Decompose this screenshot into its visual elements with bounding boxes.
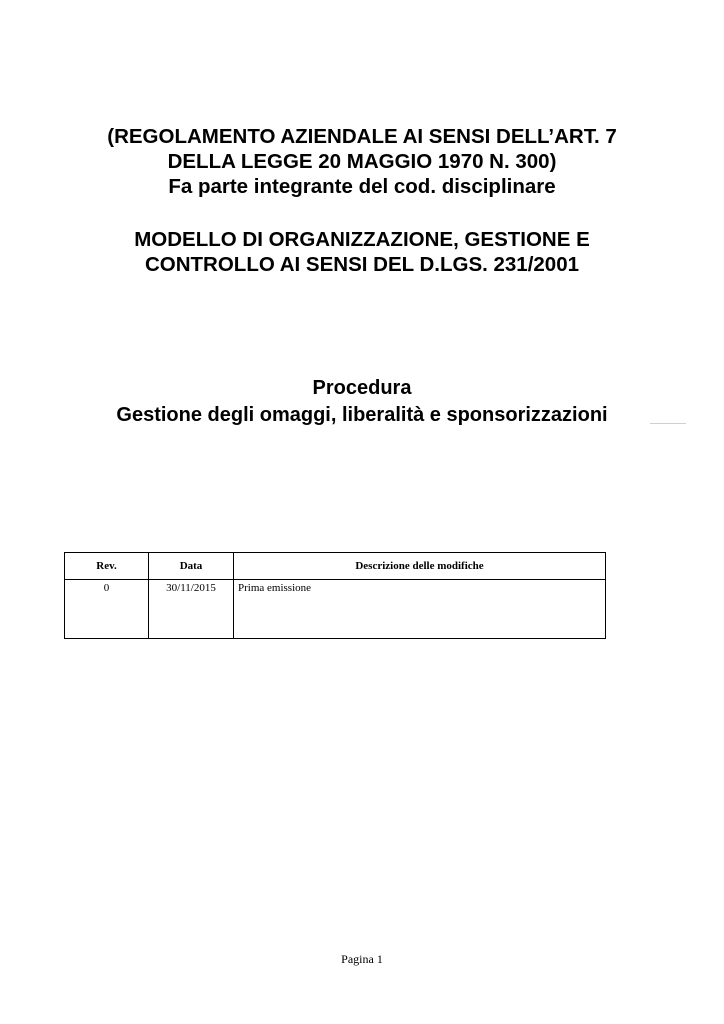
- column-header-rev: Rev.: [65, 553, 149, 580]
- cell-description: Prima emissione: [234, 580, 606, 639]
- table-header-row: [65, 553, 606, 580]
- revision-table: [64, 552, 606, 639]
- decorative-line: [650, 423, 686, 424]
- regulation-line: (REGOLAMENTO AZIENDALE AI SENSI DELL’ART. 7: [107, 125, 617, 148]
- regulation-line: Fa parte integrante del cod. disciplinare: [168, 175, 556, 198]
- regulation-heading: [0, 124, 724, 199]
- procedure-title: Gestione degli omaggi, liberalità e sponsorizzazioni: [116, 404, 608, 426]
- model-heading: [0, 227, 724, 277]
- cell-date: 30/11/2015: [149, 580, 234, 639]
- table-row: [65, 580, 606, 639]
- procedure-heading: [0, 375, 724, 429]
- cell-rev: 0: [65, 580, 149, 639]
- model-line: CONTROLLO AI SENSI DEL D.LGS. 231/2001: [144, 253, 580, 276]
- column-header-date: Data: [149, 553, 234, 580]
- model-line: MODELLO DI ORGANIZZAZIONE, GESTIONE E: [134, 228, 590, 251]
- procedure-label: Procedura: [312, 377, 412, 399]
- column-header-description: Descrizione delle modifiche: [234, 553, 606, 580]
- regulation-line: DELLA LEGGE 20 MAGGIO 1970 N. 300): [167, 150, 557, 173]
- page-number: Pagina 1: [341, 952, 383, 966]
